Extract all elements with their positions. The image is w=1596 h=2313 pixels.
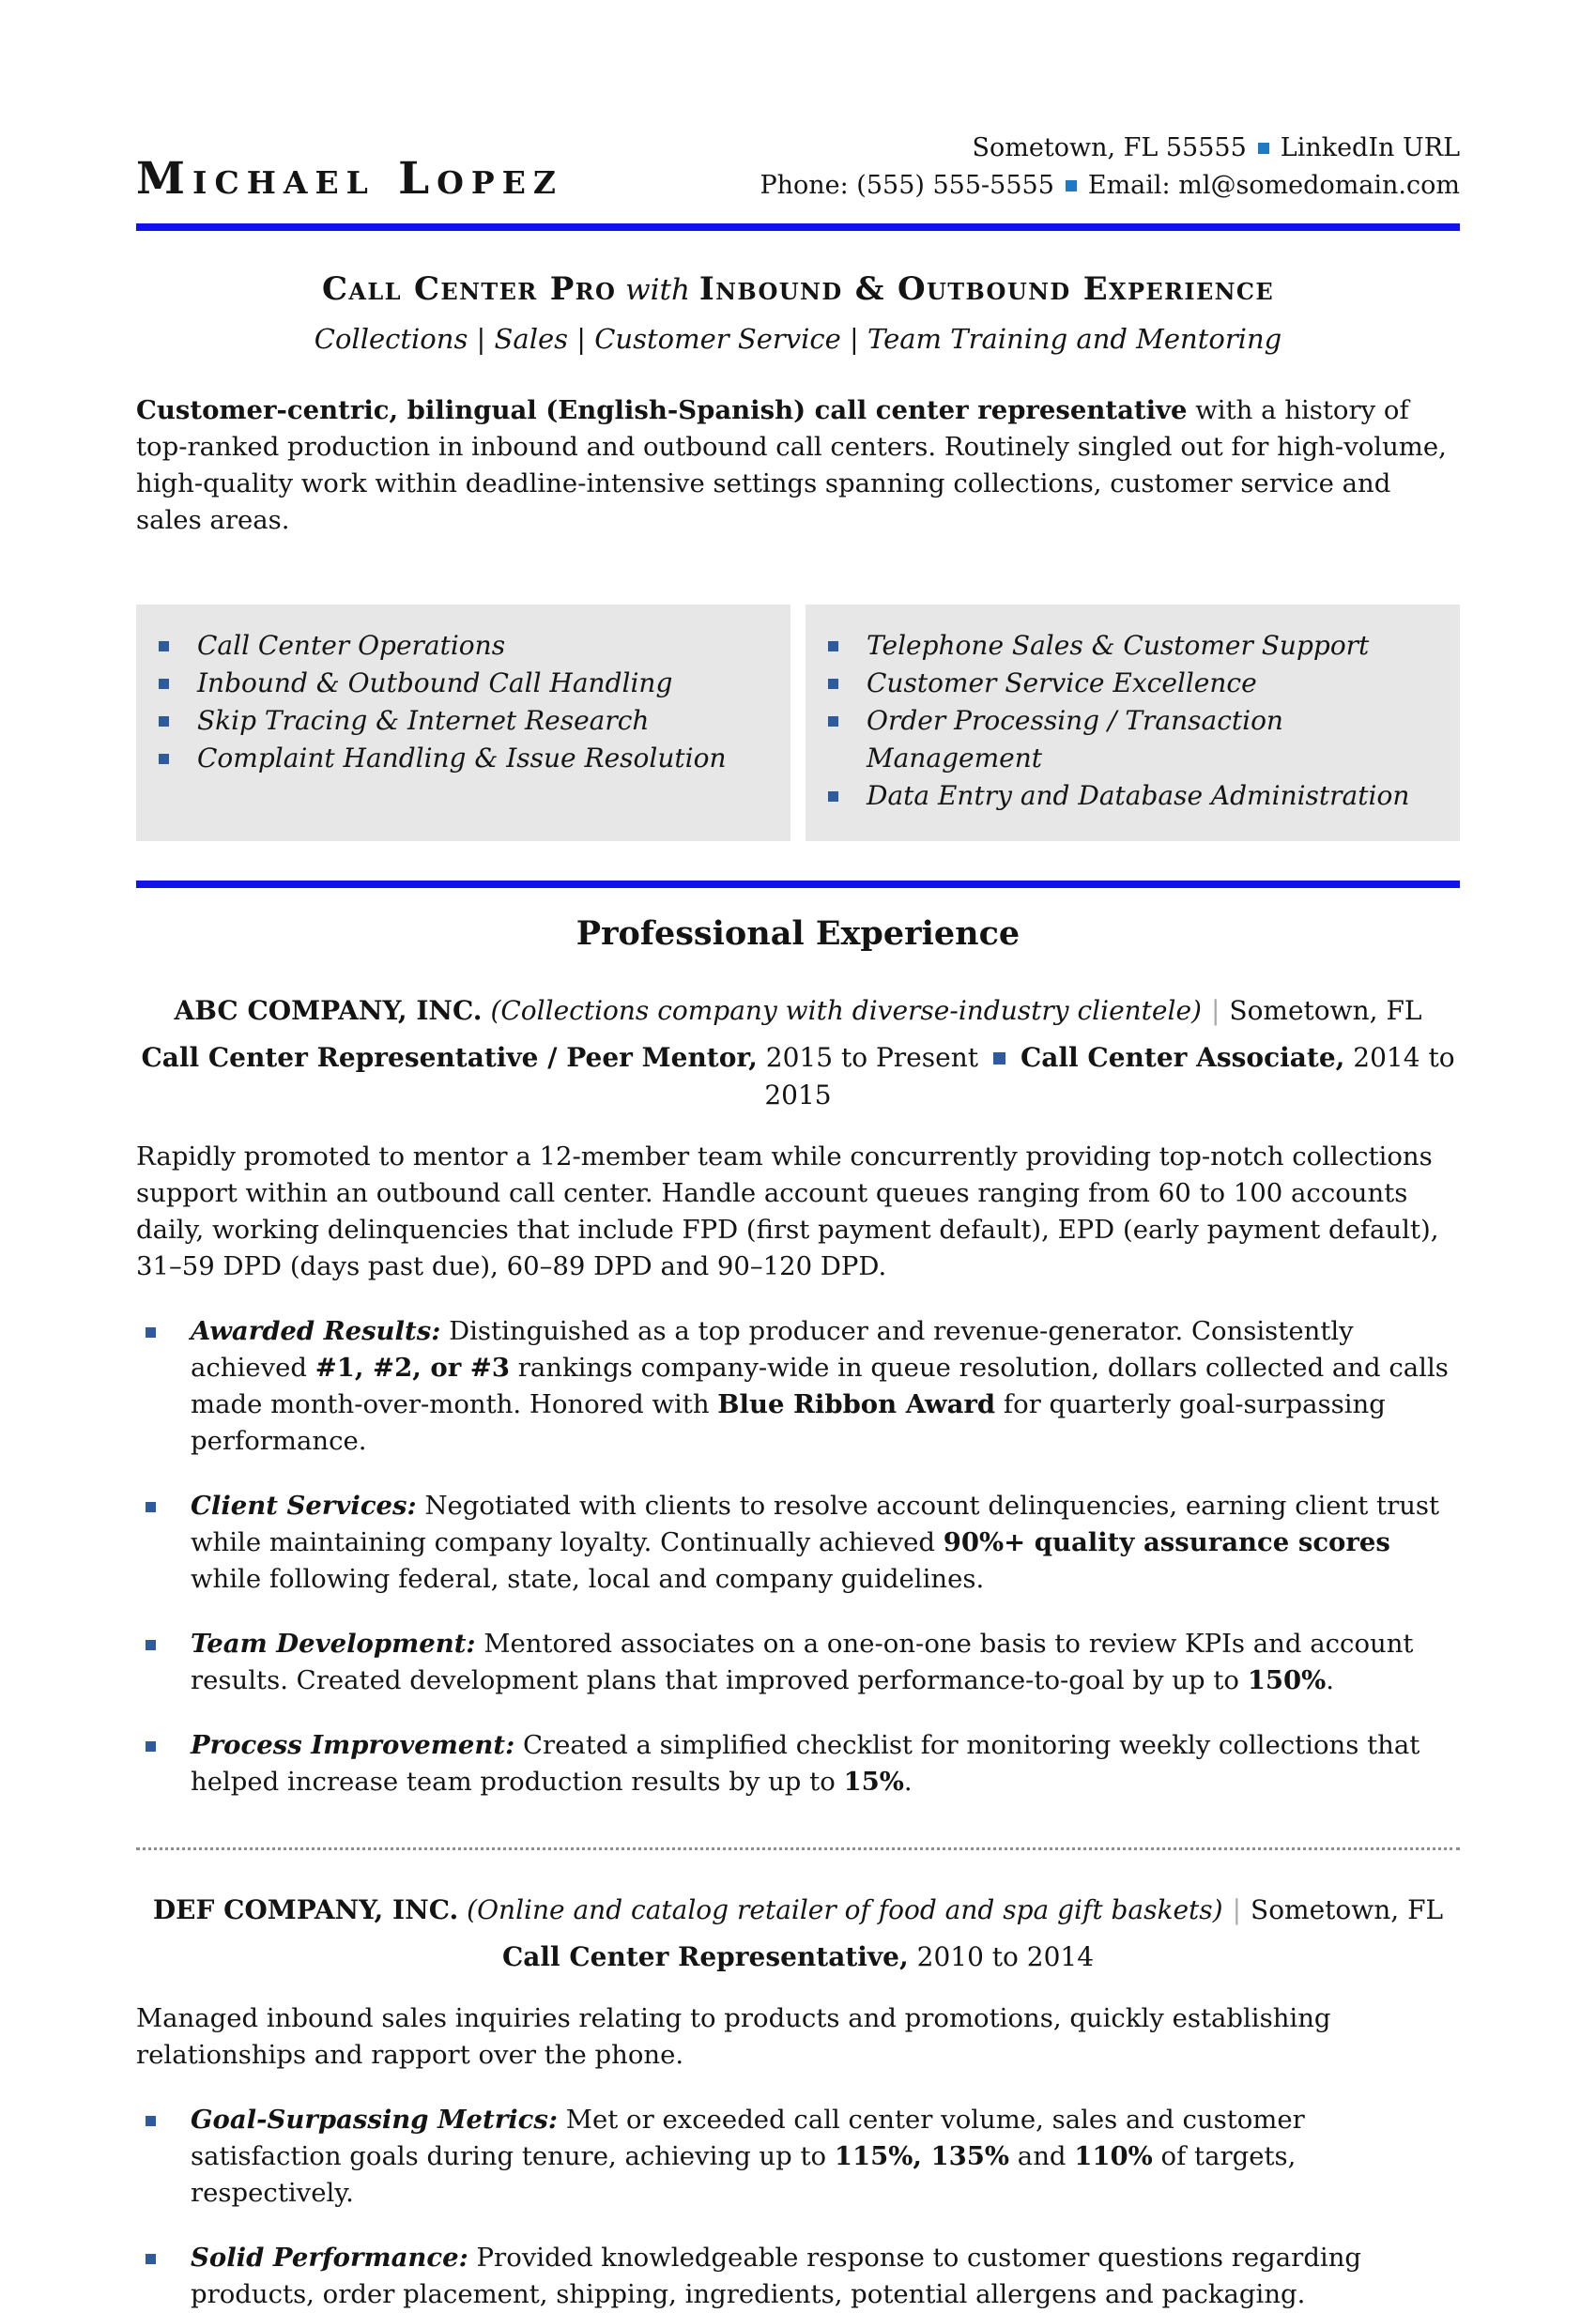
text-segment: Process Improvement: [191,1730,515,1760]
text-segment: Email: ml@somedomain.com [1087,171,1460,200]
skill-item [136,627,790,665]
text-segment: with a history of top-ranked production in inbound and outbound call centers. Routinely singled out for high-volume, high-quality work within deadline-intensive settings spanning collections, customer service and sales areas. [136,395,1447,535]
bullet-square-icon [159,679,169,689]
skill-label: Call Center Operations [197,630,506,661]
job-title-line [136,1938,1460,1976]
job-intro-paragraph: Managed inbound sales inquiries relating to products and promotions, quickly establishing relationships and rapport over the phone. [136,2003,1331,2070]
text-segment: Solid Performance: [191,2243,468,2273]
skills-column-left [136,605,790,841]
section-blue-rule [136,881,1460,888]
skill-label: Customer Service Excellence [867,667,1257,698]
skill-label: Telephone Sales & Customer Support [867,630,1370,661]
skill-item [806,627,1460,665]
text-segment: 2015 to Present [757,1042,978,1073]
bullet-item [136,2240,1460,2313]
header [136,130,1460,205]
skill-label: Complaint Handling & Issue Resolution [197,743,727,774]
bullet-square-icon [159,754,169,764]
bullet-square-icon [146,1741,156,1752]
text-segment: with [616,273,699,307]
text-segment: Call Center Representative, [501,1941,909,1972]
text-segment: Inbound & Outbound Experience [698,270,1275,308]
bullet-text [191,1626,1460,1699]
text-segment: Awarded Results: [191,1316,441,1346]
skill-item [806,665,1460,702]
text-segment: Provided knowledgeable response to customer questions regarding products, order placement, shipping, ingredients, potential allergens and packaging. [191,2243,1362,2309]
text-segment: (Collections company with diverse-industry clientele) [482,995,1202,1026]
text-segment: Team Development: [191,1629,476,1659]
company-line [136,992,1460,1030]
text-segment: 110% [1074,2141,1153,2171]
text-segment: . [1326,1665,1334,1695]
job-intro-paragraph: Rapidly promoted to mentor a 12-member team while concurrently providing top-notch collections support within an outbound call center. Handle account queues ranging from 60 to 100 accounts daily, working delinquencies that include FPD (first payment default), EPD (early payment default), 31–59 DPD (days past due), 60–89 DPD and 90–120 DPD. [136,1141,1439,1281]
text-segment: Met or exceeded call center volume, sales and customer satisfaction goals during tenure, achieving up to [191,2105,1305,2171]
text-segment: Call Center Pro [321,270,617,308]
text-segment: Created a simplified checklist for monitoring weekly collections that helped increase team production results by up to [191,1730,1420,1797]
bullet-square-icon [146,1502,156,1512]
text-segment: Customer-centric, bilingual (English-Spanish) call center representative [136,395,1188,425]
text-segment: . [903,1767,913,1797]
bullet-item [136,1727,1460,1800]
skill-item [806,777,1460,815]
text-segment: Mentored associates on a one-on-one basis to review KPIs and account results. Created development plans that improved performance-to-goal by up to [191,1629,1414,1695]
bullet-text [191,1313,1460,1460]
bullet-text [191,1488,1460,1598]
skill-item [136,665,790,702]
text-segment: DEF COMPANY, INC. [152,1894,459,1925]
text-segment: Call Center Associate, [1020,1042,1345,1073]
job-def-company [136,1892,1460,2313]
text-segment: while following federal, state, local and company guidelines. [191,1564,985,1594]
bullet-item [136,1313,1460,1460]
text-segment: 2014 to 2015 [764,1042,1455,1111]
bullet-square-icon [159,716,169,727]
text-segment: 150% [1247,1665,1327,1695]
text-segment: | [1232,1894,1242,1925]
bullet-square-icon [159,641,169,651]
text-segment: (Online and catalog retailer of food and spa gift baskets) [458,1894,1223,1925]
skill-label: Order Processing / Transaction Management [867,705,1283,774]
text-segment: #1, #2, or #3 [315,1353,510,1383]
text-segment: and [1009,2141,1075,2171]
square-separator-icon [993,1052,1005,1065]
skills-column-right [806,605,1460,841]
text-segment: Blue Ribbon Award [717,1389,996,1419]
bullet-square-icon [828,679,838,689]
text-segment: Call Center Representative / Peer Mentor, [141,1042,758,1073]
skill-item [136,740,790,777]
skills-box [136,605,1460,841]
text-segment: Distinguished as a top producer and revenue-generator. Consistently achieved [191,1316,1354,1383]
skill-item [806,702,1460,777]
text-segment: of targets, respectively. [191,2141,1297,2208]
bullet-square-icon [828,716,838,727]
person-name: Michael Lopez [136,153,563,205]
company-line [136,1892,1460,1929]
skill-item [136,702,790,740]
section-divider-dotted [136,1847,1460,1850]
job-abc-company [136,992,1460,1800]
headline-title [136,270,1460,308]
bullet-item [136,1626,1460,1699]
text-segment: Sometown, FL [1229,995,1422,1026]
text-segment: Sometown, FL [1251,1894,1444,1925]
bullet-square-icon [146,1640,156,1650]
text-segment: for quarterly goal-surpassing performance. [191,1389,1386,1456]
text-segment: 115%, 135% [834,2141,1010,2171]
skill-label: Skip Tracing & Internet Research [197,705,650,736]
text-segment: Goal-Surpassing Metrics: [191,2105,559,2135]
job-title-line [136,1039,1460,1114]
bullet-square-icon [146,2116,156,2126]
skill-label: Inbound & Outbound Call Handling [197,667,673,698]
summary-paragraph [136,392,1460,539]
bullet-item [136,2102,1460,2212]
job-bullet-list [136,1313,1460,1800]
text-segment: rankings company-wide in queue resolution, dollars collected and calls made month-over-month. Honored with [191,1353,1449,1419]
bullet-text [191,2240,1460,2313]
text-segment: ABC COMPANY, INC. [174,995,483,1026]
bullet-text [191,1727,1460,1800]
text-segment: | [1210,995,1220,1026]
section-heading-professional-experience: Professional Experience [575,914,1021,953]
bullet-square-icon [146,2254,156,2264]
text-segment: 2010 to 2014 [908,1941,1095,1972]
top-blue-rule [136,223,1460,231]
contact-line-2 [760,167,1460,205]
bullet-item [136,1488,1460,1598]
text-segment: Phone: (555) 555-5555 [760,171,1054,200]
bullet-text [191,2102,1460,2212]
skill-label: Data Entry and Database Administration [867,780,1410,811]
bullet-square-icon [146,1327,156,1338]
job-bullet-list [136,2102,1460,2313]
text-segment: Sometown, FL 55555 [972,133,1247,162]
bullet-square-icon [828,641,838,651]
square-separator-icon [1066,180,1077,191]
text-segment: Client Services: [191,1491,417,1521]
text-segment: LinkedIn URL [1280,133,1460,162]
square-separator-icon [1258,143,1269,154]
text-segment: 15% [843,1767,904,1797]
headline-subtitle: Collections | Sales | Customer Service | Team Training and Mentoring [314,323,1282,355]
text-segment: Negotiated with clients to resolve account delinquencies, earning client trust while maintaining company loyalty. Continually achieved [191,1491,1440,1557]
contact-block [760,130,1460,205]
bullet-square-icon [828,791,838,802]
contact-line-1 [760,130,1460,167]
text-segment: 90%+ quality assurance scores [943,1527,1390,1557]
